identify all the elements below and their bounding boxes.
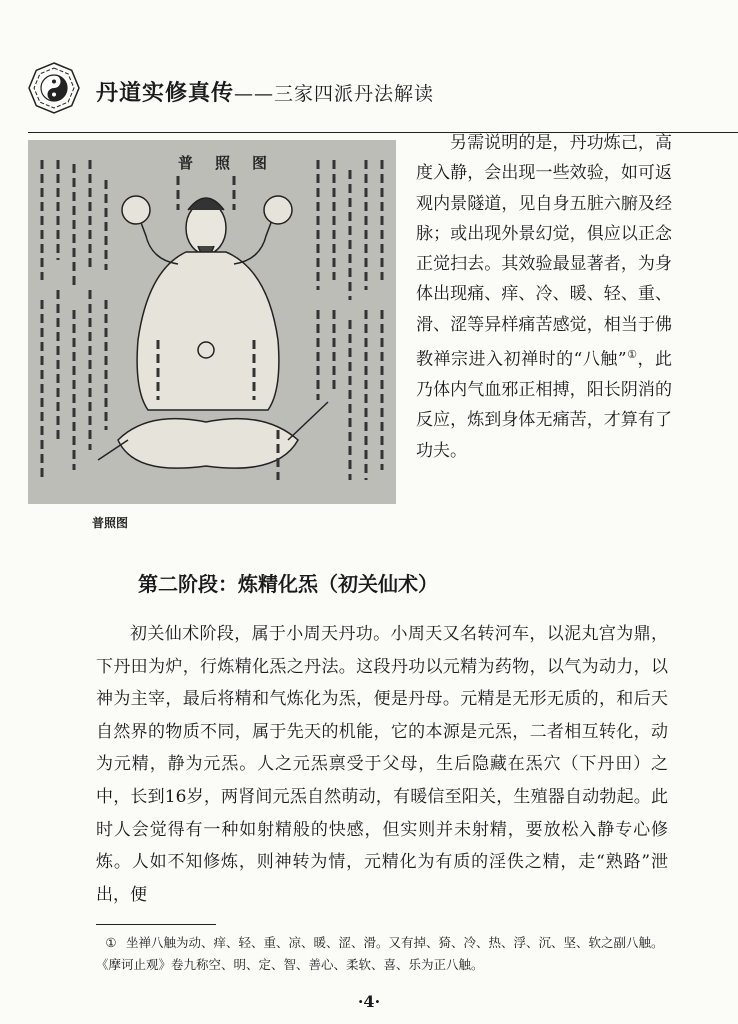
side-text-quote: “八触” — [573, 349, 627, 370]
footnote-mark: ① — [105, 935, 117, 950]
figure-caption: 普照图 — [92, 516, 129, 530]
series-title-main: 丹道实修真传 — [96, 80, 235, 106]
page-number: ·4· — [357, 992, 381, 1011]
footnote — [96, 932, 668, 976]
puzhao-illustration — [28, 140, 396, 504]
figure-title: 普照图 — [178, 154, 290, 172]
footnote-text: 坐禅八触为动、痒、轻、重、凉、暖、涩、滑。又有掉、猗、冷、热、浮、沉、坚、软之副八触。《摩诃止观》卷九称空、明、定、智、善心、柔软、喜、乐为正八触。 — [96, 935, 664, 972]
page-header — [14, 54, 734, 124]
side-paragraph — [416, 128, 672, 466]
side-text-part1: 另需说明的是，丹功炼己，高度入静，会出现一些效验，如可返观内景隧道，见自身五脏六腑及经脉；或出现外景幻觉，俱应以正念正觉扫去。其效验最显著者，为身体出现痛、痒、冷、暖、轻、重、滑、涩等异样痛苦感觉，相当于佛教禅宗进入初禅时的 — [416, 133, 672, 370]
body-paragraph-text: 初关仙术阶段，属于小周天丹功。小周天又名转河车，以泥丸宫为鼎，下丹田为炉，行炼精化炁之丹法。这段丹功以元精为药物，以气为动力，以神为主宰，最后将精和气炼化为炁，便是丹母。元精是无形无质的，和后天自然界的物质不同，属于先天的机能，它的本源是元炁，二者相互转化，动为元精，静为元炁。人之元炁禀受于父母，生后隐藏在炁穴（下丹田）之中，长到16岁，两肾间元炁自然萌动，有暖信至阳关，生殖器自动勃起。此时人会觉得有一种如射精般的快感，但实则并未射精，要放松入静专心修炼。人如不知修炼，则神转为情，元精化为有质的淫佚之精，走“熟路”泄出，便 — [96, 624, 668, 905]
footnote-reference: ① — [626, 348, 638, 362]
series-subtitle: ——三家四派丹法解读 — [234, 83, 435, 105]
body-paragraph — [96, 618, 668, 911]
footnote-rule — [96, 924, 216, 925]
series-title — [96, 76, 434, 107]
side-paragraph-text — [416, 128, 672, 466]
taiji-bagua-icon — [28, 62, 80, 114]
side-text-part2: ，此乃体内气血邪正相搏，阳长阴消的反应，炼到身体无痛苦，才算有了功夫。 — [416, 349, 672, 461]
section-heading: 第二阶段：炼精化炁（初关仙术） — [138, 572, 438, 596]
meditating-figure-drawing — [28, 140, 396, 504]
